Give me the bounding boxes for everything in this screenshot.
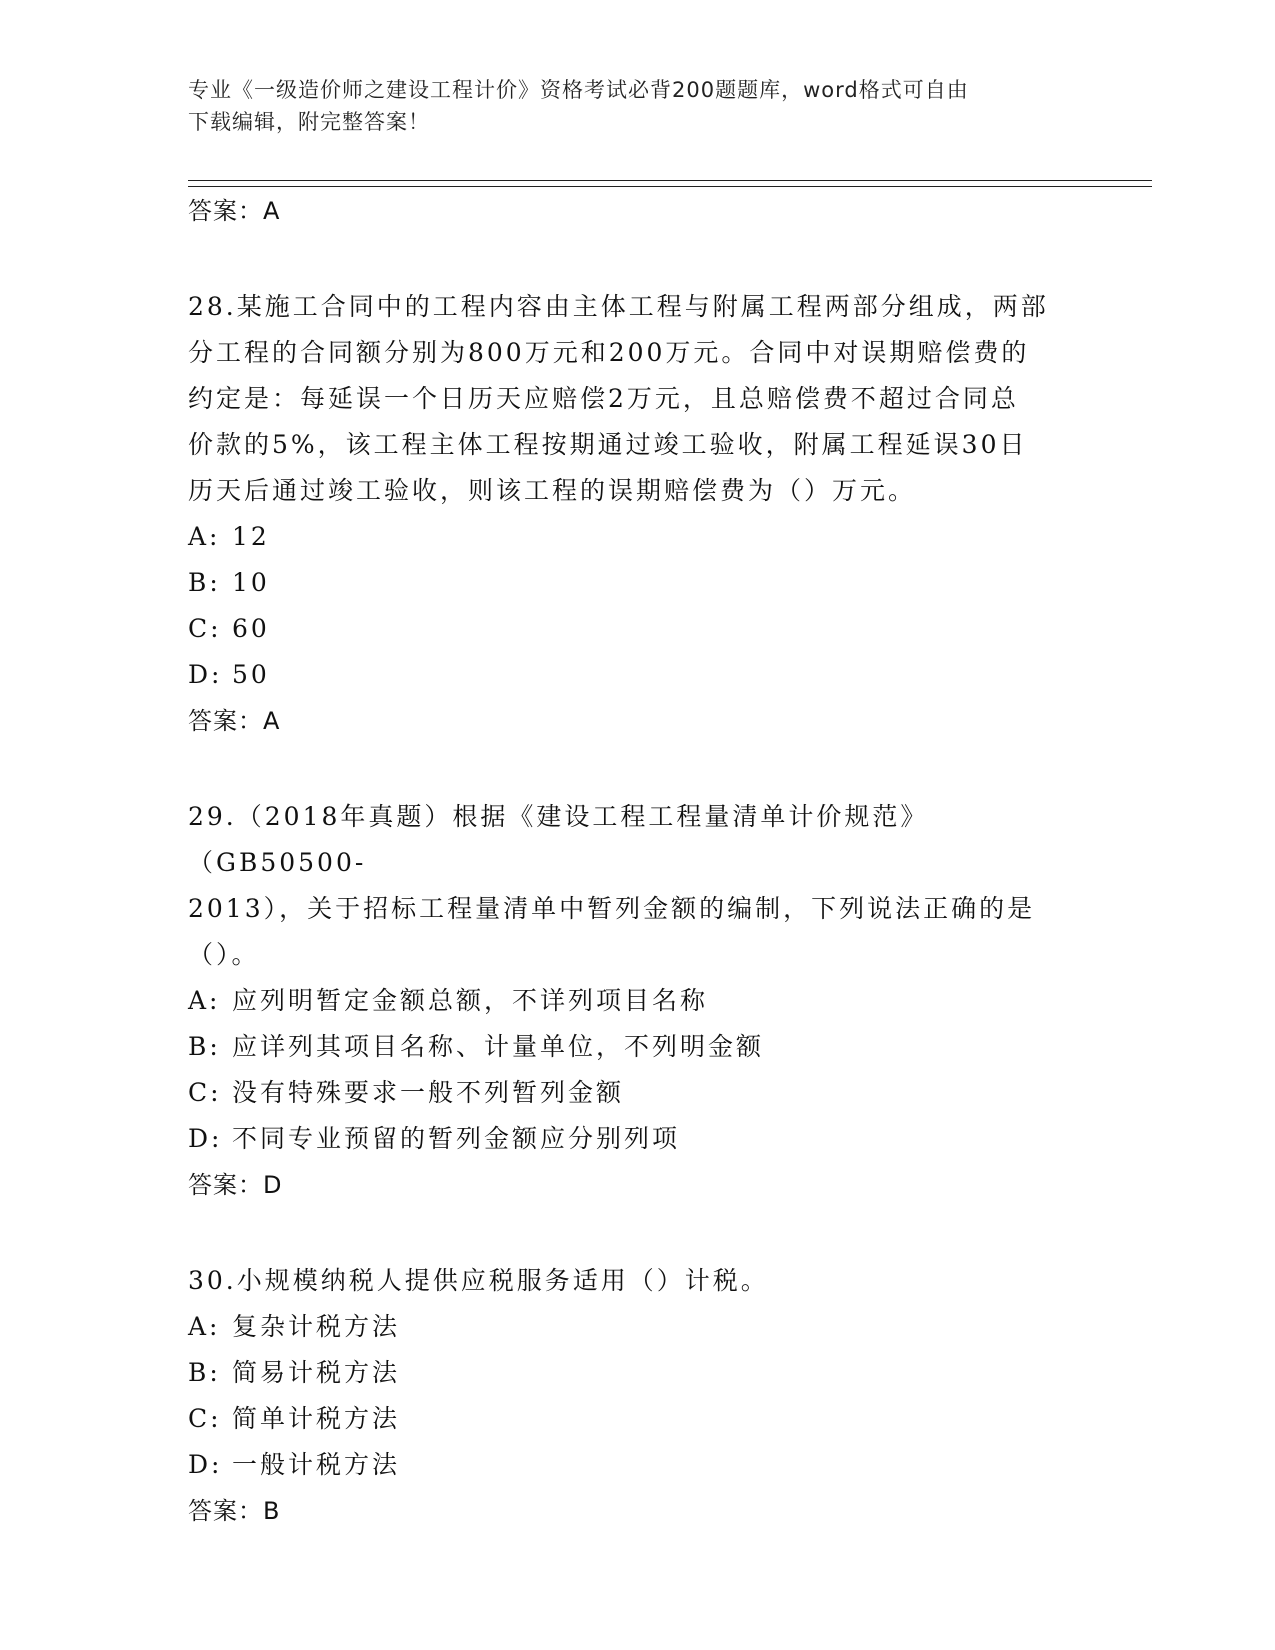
option-letter: A:	[188, 986, 221, 1015]
option-text: 60	[232, 614, 270, 643]
option-text: 应列明暂定金额总额，不详列项目名称	[232, 986, 709, 1015]
option-letter: C:	[188, 1404, 222, 1433]
option-text: 12	[232, 522, 270, 551]
option-b	[188, 1024, 1088, 1070]
spacer	[188, 744, 1088, 794]
header-line: 专业《一级造价师之建设工程计价》资格考试必背200题题库，word格式可自由	[188, 78, 969, 102]
option-d	[188, 1116, 1088, 1162]
document-body	[188, 188, 1088, 1534]
header-line: 下载编辑，附完整答案！	[188, 110, 430, 134]
option-letter: B:	[188, 568, 221, 597]
option-letter: C:	[188, 1078, 222, 1107]
option-text: 不同专业预留的暂列金额应分别列项	[232, 1124, 681, 1153]
option-c	[188, 1396, 1088, 1442]
option-a	[188, 978, 1088, 1024]
option-text: 简易计税方法	[232, 1358, 401, 1387]
stem-line: 历天后通过竣工验收，则该工程的误期赔偿费为（）万元。	[188, 476, 917, 505]
option-letter: A:	[188, 522, 221, 551]
option-text: 应详列其项目名称、计量单位，不列明金额	[232, 1032, 765, 1061]
stem-line: 28.某施工合同中的工程内容由主体工程与附属工程两部分组成，两部	[188, 292, 1049, 321]
answer-label: 答案：D	[188, 1171, 283, 1199]
option-text: 复杂计税方法	[232, 1312, 401, 1341]
stem-line: 2013），关于招标工程量清单中暂列金额的编制，下列说法正确的是	[188, 894, 1036, 923]
option-a	[188, 514, 1088, 560]
stem-line: 分工程的合同额分别为800万元和200万元。合同中对误期赔偿费的	[188, 338, 1030, 367]
option-d	[188, 652, 1088, 698]
stem-line: 约定是：每延误一个日历天应赔偿2万元，且总赔偿费不超过合同总	[188, 384, 1019, 413]
header-divider	[188, 186, 1152, 187]
answer-label: 答案：A	[188, 197, 281, 225]
spacer	[188, 234, 1088, 284]
option-letter: B:	[188, 1032, 221, 1061]
option-b	[188, 1350, 1088, 1396]
option-text: 简单计税方法	[232, 1404, 401, 1433]
option-letter: B:	[188, 1358, 221, 1387]
option-a	[188, 1304, 1088, 1350]
option-text: 一般计税方法	[232, 1450, 401, 1479]
spacer	[188, 1208, 1088, 1258]
option-letter: D:	[188, 1124, 223, 1153]
stem-line: （）。	[188, 940, 260, 969]
question-stem	[188, 1258, 1068, 1304]
option-letter: D:	[188, 1450, 223, 1479]
answer-label: 答案：B	[188, 1497, 281, 1525]
question-stem	[188, 794, 1068, 978]
option-letter: C:	[188, 614, 222, 643]
option-c	[188, 606, 1088, 652]
option-letter: A:	[188, 1312, 221, 1341]
header-divider	[188, 180, 1152, 181]
answer-label: 答案：A	[188, 707, 281, 735]
option-c	[188, 1070, 1088, 1116]
option-text: 没有特殊要求一般不列暂列金额	[232, 1078, 625, 1107]
stem-line: 价款的5%，该工程主体工程按期通过竣工验收，附属工程延误30日	[188, 430, 1028, 459]
option-letter: D:	[188, 660, 223, 689]
option-d	[188, 1442, 1088, 1488]
question-stem	[188, 284, 1068, 514]
stem-line: 29.（2018年真题）根据《建设工程工程量清单计价规范》（GB50500-	[188, 802, 929, 877]
question-28	[188, 284, 1088, 744]
option-text: 50	[232, 660, 270, 689]
stem-line: 30.小规模纳税人提供应税服务适用（）计税。	[188, 1266, 769, 1295]
question-29	[188, 794, 1088, 1208]
question-30	[188, 1258, 1088, 1534]
option-b	[188, 560, 1088, 606]
document-header	[188, 74, 1088, 138]
option-text: 10	[232, 568, 270, 597]
